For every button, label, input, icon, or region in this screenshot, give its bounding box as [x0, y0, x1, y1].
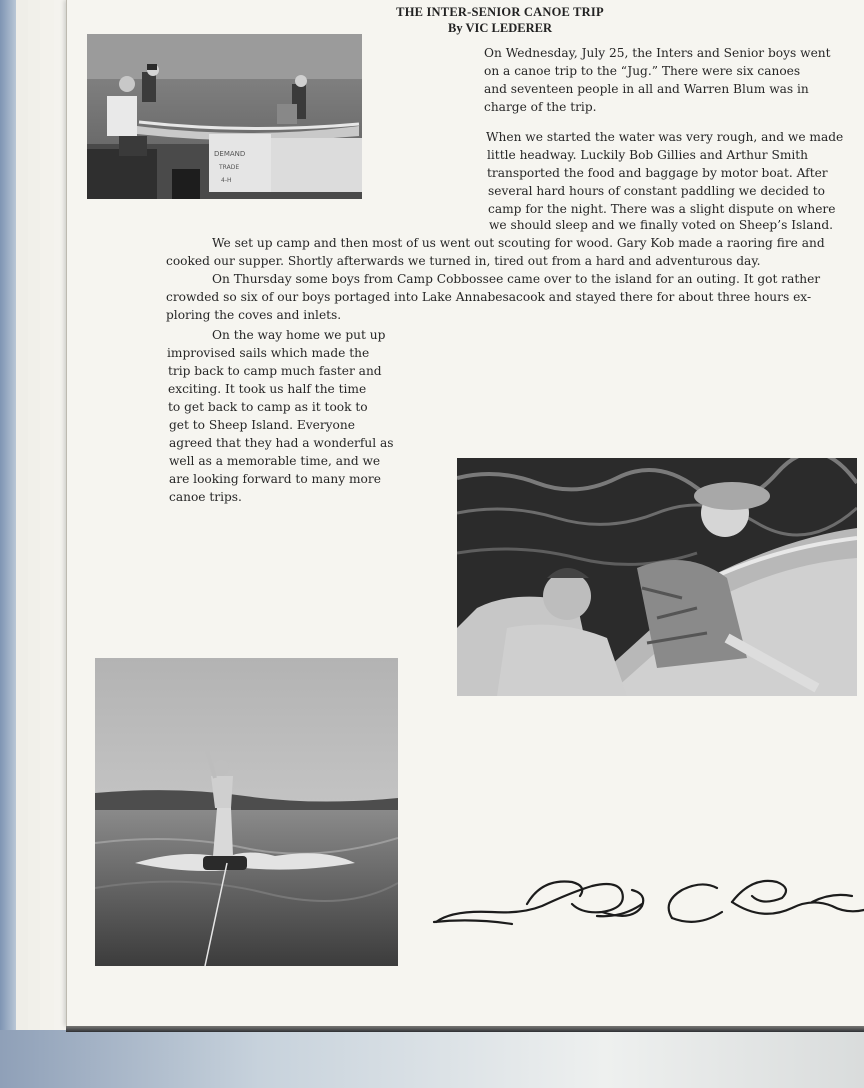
text-line: well as a memorable time, and we: [169, 454, 381, 468]
text-line: crowded so six of our boys portaged into Lake Annabesacook and stayed there for about three hours ex-: [166, 290, 812, 304]
text-line: ploring the coves and inlets.: [166, 308, 342, 322]
photo-box-label: DEMAND: [214, 150, 246, 158]
text-line: camp for the night. There was a slight dispute on where: [488, 202, 836, 216]
text-line: little headway. Luckily Bob Gillies and Arthur Smith: [487, 148, 809, 162]
page-edge: [40, 0, 55, 1030]
scanner-background-left: [0, 0, 16, 1088]
text-line: trip back to camp much faster and: [168, 364, 382, 378]
text-line: When we started the water was very rough, and we made: [486, 130, 844, 144]
text-line: We set up camp and then most of us went out scouting for wood. Gary Kob made a raoring fire and: [212, 236, 825, 250]
text-line: canoe trips.: [169, 490, 242, 504]
text-line: on a canoe trip to the “Jug.” There were six canoes: [484, 64, 801, 78]
text-line: exciting. It took us half the time: [168, 382, 367, 396]
text-line: get to Sheep Island. Everyone: [169, 418, 355, 432]
photo-box-label: 4-H: [221, 177, 232, 184]
text-line: cooked our supper. Shortly afterwards we turned in, tired out from a hard and adventurous day.: [166, 254, 761, 268]
text-line: On Wednesday, July 25, the Inters and Senior boys went: [484, 46, 831, 60]
text-line: improvised sails which made the: [167, 346, 370, 360]
article-title: THE INTER-SENIOR CANOE TRIP: [396, 5, 604, 19]
text-line: several hard hours of constant paddling we decided to: [488, 184, 825, 198]
scanner-background-bottom: [0, 1030, 864, 1088]
text-line: are looking forward to many more: [169, 472, 381, 486]
text-line: and seventeen people in all and Warren Blum was in: [484, 82, 809, 96]
photo-box-label: TRADE: [219, 164, 240, 171]
text-line: to get back to camp as it took to: [168, 400, 368, 414]
text-line: On Thursday some boys from Camp Cobbossee came over to the island for an outing. It got rather: [212, 272, 821, 286]
text-line: we should sleep and we finally voted on Sheep’s Island.: [489, 218, 833, 232]
text-line: agreed that they had a wonderful as: [169, 436, 394, 450]
text-line: transported the food and baggage by motor boat. After: [487, 166, 828, 180]
photo-water-skier: [95, 658, 398, 966]
article-byline: By VIC LEDERER: [448, 21, 552, 35]
photo-canoe-launch: [87, 34, 362, 199]
decorative-flourish: [432, 862, 864, 932]
text-line: charge of the trip.: [484, 100, 597, 114]
photo-boys-in-canoe: [457, 458, 857, 696]
text-line: On the way home we put up: [212, 328, 386, 342]
